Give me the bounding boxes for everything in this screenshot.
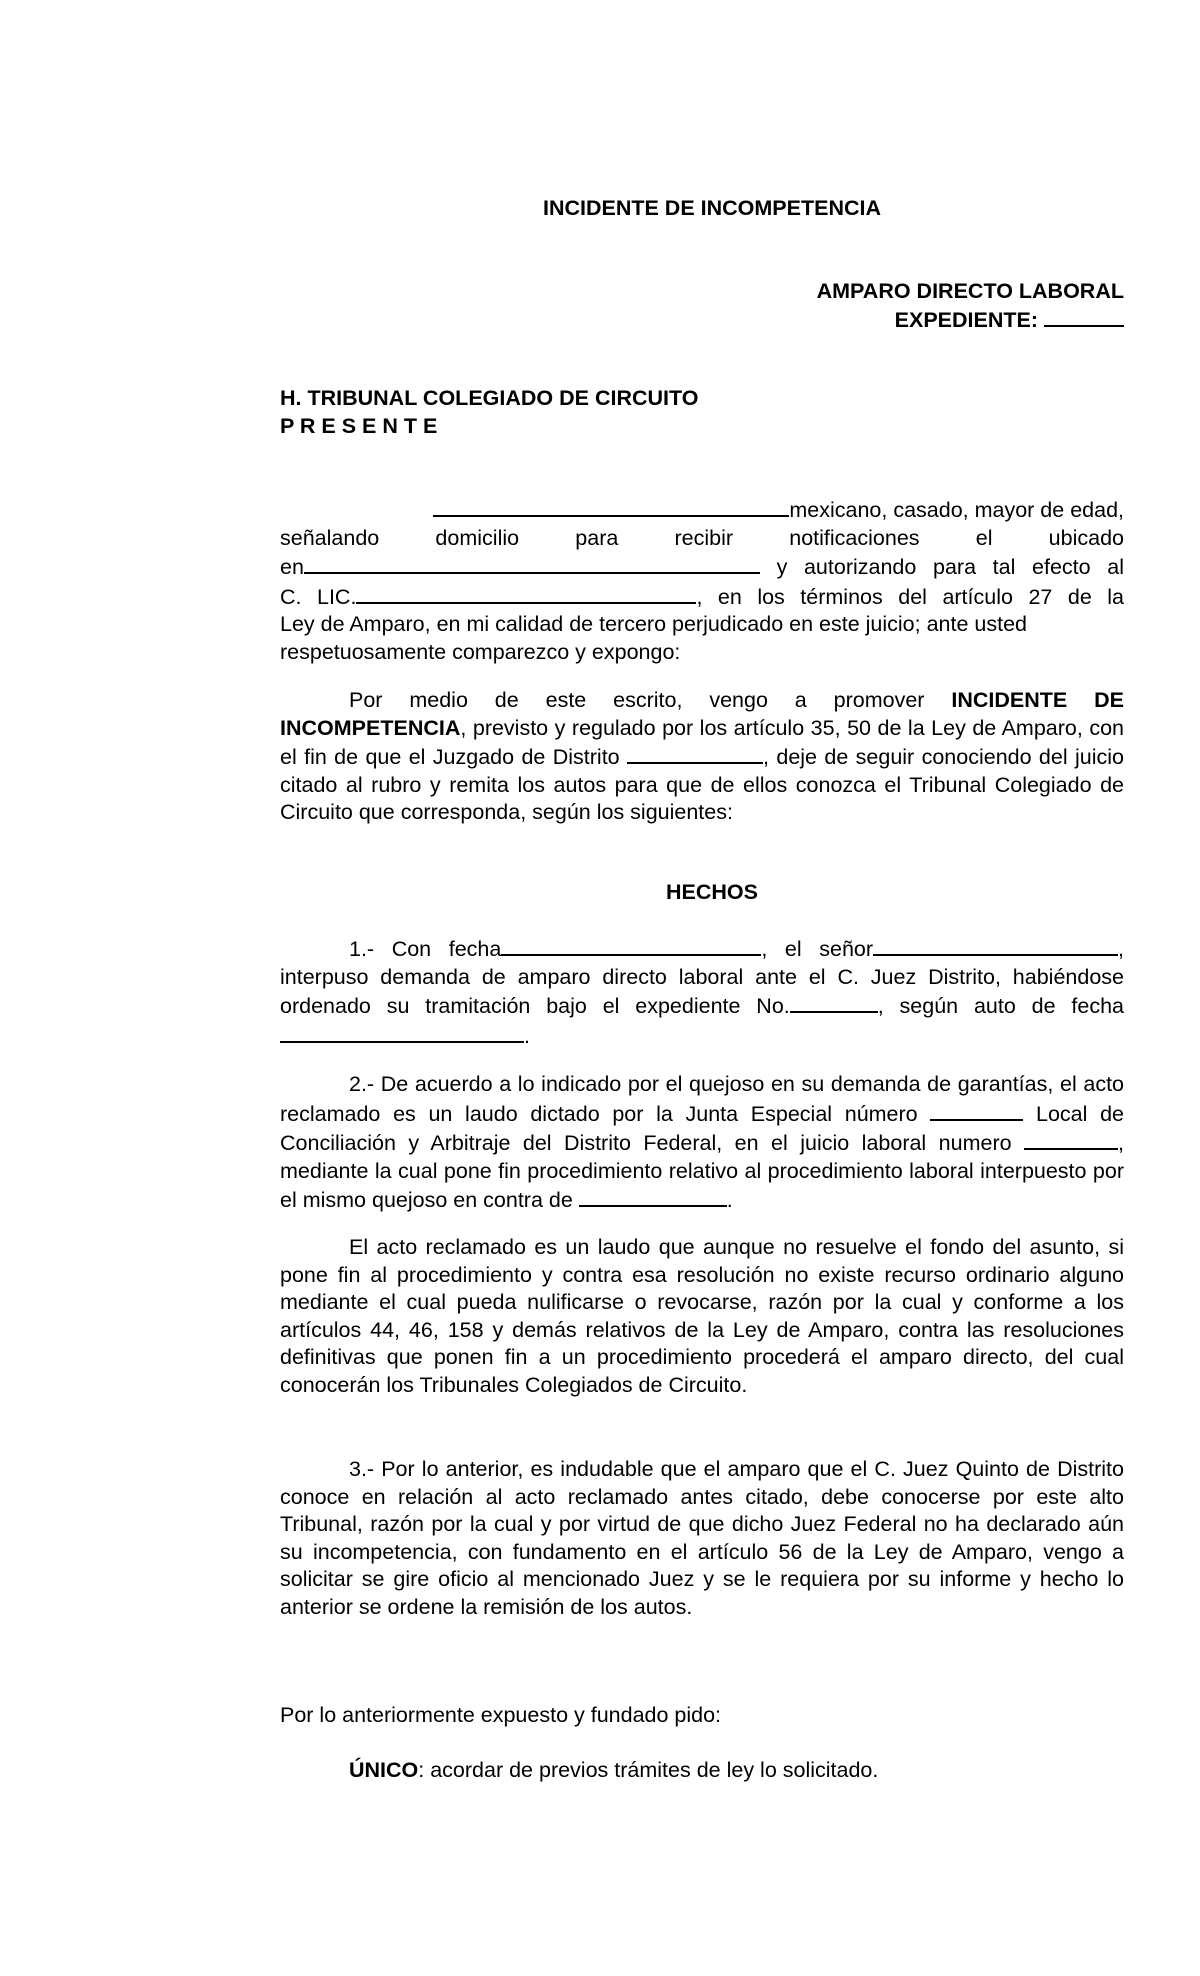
intro-paragraph <box>280 495 1124 666</box>
auto-date-blank <box>280 1021 524 1043</box>
addressee-present: P R E S E N T E <box>280 413 438 438</box>
addressee <box>280 385 1124 440</box>
date-blank <box>501 934 761 956</box>
against-blank <box>579 1185 727 1207</box>
fact-2: 2.- De acuerdo a lo indicado por el quejoso en su demanda de garantías, el acto reclamado es un laudo dictado por la Junta Especial número Local de Conciliación y Arbitraje del Distrito Federal, en el juicio laboral numero , mediante la cual pone fin procedimiento relativo al procedimiento laboral interpuesto por el mismo quejoso en contra de . <box>280 1072 1124 1212</box>
addressee-court: H. TRIBUNAL COLEGIADO DE CIRCUITO <box>280 386 699 410</box>
intro-line-3: en y autorizando para tal efecto al <box>280 552 1124 582</box>
case-header <box>700 277 1124 334</box>
person-blank <box>873 934 1118 956</box>
intro-line-2: señalando domicilio para recibir notificaciones el ubicado <box>280 525 1124 550</box>
hechos-heading: HECHOS <box>666 880 758 904</box>
intro-line-4: C. LIC. , en los términos del artículo 27 de la <box>280 582 1124 612</box>
file-no-blank <box>790 991 878 1013</box>
labor-case-blank <box>1024 1128 1118 1150</box>
claimed-act-paragraph: El acto reclamado es un laudo que aunque no resuelve el fondo del asunto, si pone fin al procedimiento y contra esa resolución no existe recurso ordinario alguno mediante el cual pueda nulificarse o revocarse, razón por la cual y conforme a los artículos 44, 46, 158 y demás relativos de la Ley de Amparo, contra las resoluciones definitivas que ponen fin a un procedimiento procederá el amparo directo, del cual conocerán los Tribunales Colegiados de Circuito. <box>280 1235 1124 1397</box>
junta-number-blank <box>930 1099 1023 1121</box>
name-blank <box>433 495 789 517</box>
incident-bold: INCIDENTE DE INCOMPETENCIA <box>280 688 1124 740</box>
intro-line-5: Ley de Amparo, en mi calidad de tercero perjudicado en este juicio; ante usted <box>280 612 1027 636</box>
case-file-label: EXPEDIENTE: <box>894 308 1039 332</box>
court-blank <box>627 742 763 764</box>
promote-paragraph: Por medio de este escrito, vengo a promover INCIDENTE DE INCOMPETENCIA, previsto y regulado por los artículo 35, 50 de la Ley de Amparo, con el fin de que el Juzgado de Distrito , deje de seguir conociendo del juicio citado al rubro y remita los autos para que de ellos conozca el Tribunal Colegiado de Circuito que corresponda, según los siguientes: <box>280 688 1124 824</box>
case-file-line <box>700 305 1124 334</box>
address-blank <box>304 552 760 574</box>
document-title: INCIDENTE DE INCOMPETENCIA <box>542 196 882 220</box>
fact-3: 3.- Por lo anterior, es indudable que el amparo que el C. Juez Quinto de Distrito conoce en relación al acto reclamado antes citado, debe conocerse por este alto Tribunal, razón por la cual y por virtud de que dicho Juez Federal no ha declarado aún su incompetencia, con fundamento en el artículo 56 de la Ley de Amparo, vengo a solicitar se gire oficio al mencionado Juez y se le requiera por su informe y hecho lo anterior se ordene la remisión de los autos. <box>280 1457 1124 1619</box>
lawyer-blank <box>356 582 696 604</box>
intro-line-6: respetuosamente comparezco y expongo: <box>280 639 681 664</box>
case-type: AMPARO DIRECTO LABORAL <box>816 279 1124 303</box>
unico-label: ÚNICO <box>349 1758 419 1782</box>
closing-line: Por lo anteriormente expuesto y fundado pido: <box>280 1703 722 1727</box>
intro-line-1: mexicano, casado, mayor de edad, <box>280 495 1124 525</box>
fact-1: 1.- Con fecha , el señor , interpuso demanda de amparo directo laboral ante el C. Juez Distrito, habiéndose ordenado su tramitación bajo el expediente No. , según auto de fecha. <box>280 934 1124 1050</box>
case-file-blank <box>1044 305 1124 327</box>
unico-line: ÚNICO: acordar de previos trámites de ley lo solicitado. <box>349 1758 879 1782</box>
